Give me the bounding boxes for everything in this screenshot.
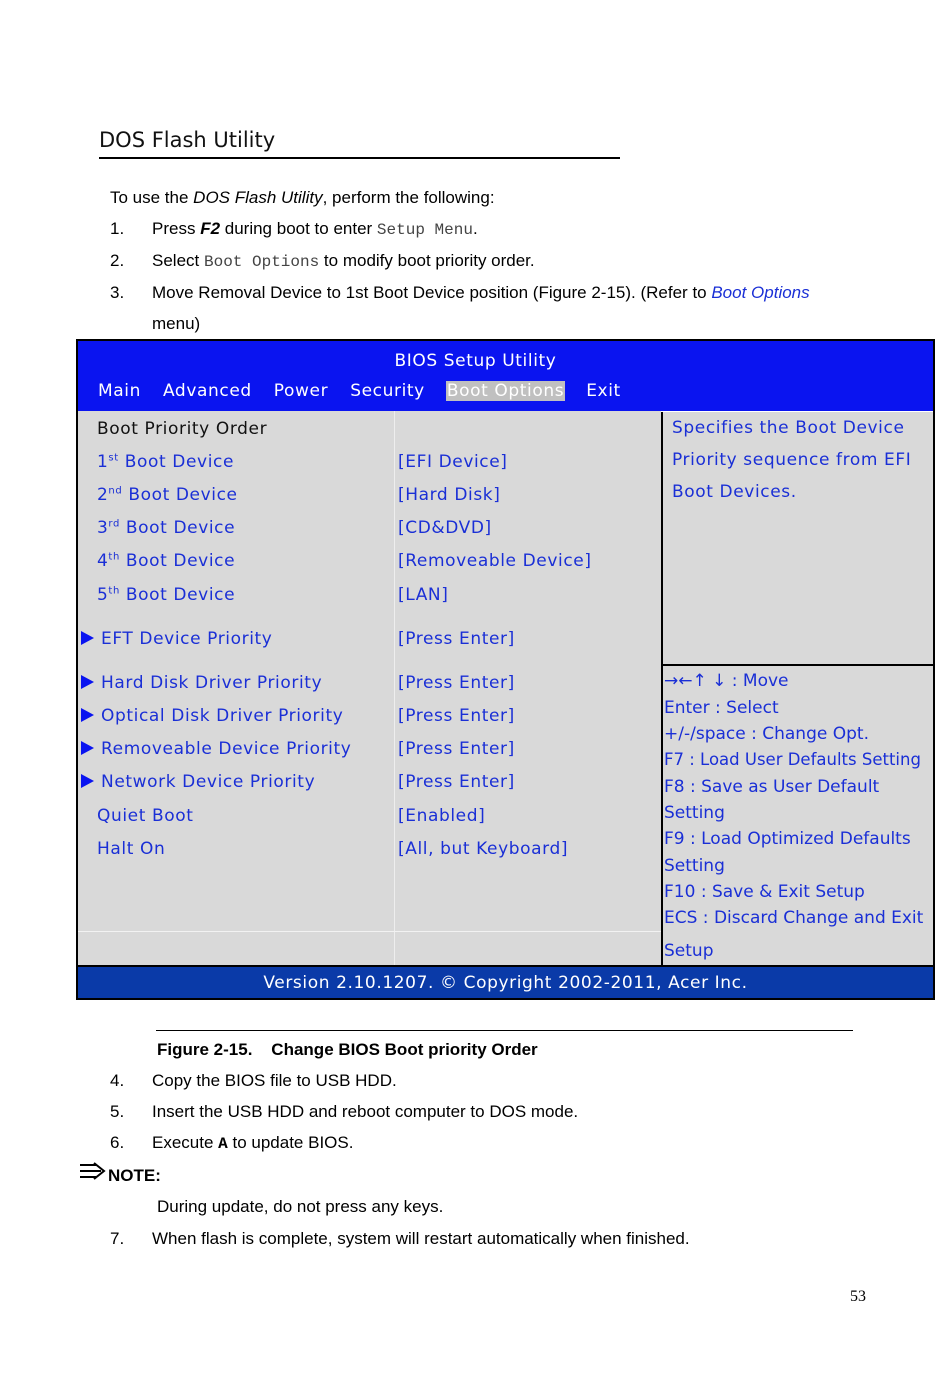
step-text: When flash is complete, system will restart automatically when finished. — [152, 1229, 690, 1248]
step-key: F2 — [200, 219, 221, 238]
step-number: 4. — [110, 1071, 125, 1090]
step-6 — [110, 1133, 353, 1154]
boot-priority-heading: Boot Priority Order — [97, 419, 268, 439]
submenu-network-device-priority[interactable]: Network Device Priority — [81, 772, 315, 792]
panel-divider — [78, 931, 661, 932]
column-divider — [394, 411, 395, 965]
intro-text-before: To use the — [110, 188, 194, 207]
boot-device-3-value[interactable]: [CD&DVD] — [398, 518, 492, 538]
section-heading: DOS Flash Utility — [99, 128, 276, 152]
submenu-removeable-value[interactable]: [Press Enter] — [398, 739, 515, 759]
bios-menu-bar — [97, 381, 636, 401]
step-text: Copy the BIOS file to USB HDD. — [152, 1071, 397, 1090]
key-hint-f10: F10 : Save & Exit Setup — [664, 882, 865, 902]
bios-footer — [78, 965, 933, 998]
step-5 — [110, 1102, 578, 1122]
key-hint-ecs-cont: Setup — [664, 941, 714, 961]
submenu-arrow-icon — [81, 708, 94, 722]
boot-device-5-value[interactable]: [LAN] — [398, 585, 449, 605]
step-number: 6. — [110, 1133, 125, 1152]
halt-on-label[interactable]: Halt On — [97, 839, 166, 859]
boot-device-1-value[interactable]: [EFI Device] — [398, 452, 508, 472]
note-label: NOTE: — [108, 1166, 161, 1185]
key-hint-f8-cont: Setting — [664, 803, 725, 823]
step-text: Press — [152, 219, 201, 238]
menu-advanced[interactable]: Advanced — [163, 381, 252, 401]
boot-device-4-label[interactable]: 4th Boot Device — [97, 551, 236, 571]
help-line-2: Priority sequence from EFI — [672, 450, 912, 470]
submenu-optical-disk-value[interactable]: [Press Enter] — [398, 706, 515, 726]
step-text: during boot to enter — [220, 219, 377, 238]
bios-version: Version 2.10.1207. © Copyright 2002-2011, Acer Inc. — [263, 973, 748, 993]
step-text: to update BIOS. — [227, 1133, 354, 1152]
boot-device-3-label[interactable]: 3rd Boot Device — [97, 518, 236, 538]
key-hint-select: Enter : Select — [664, 698, 779, 718]
submenu-eft-value[interactable]: [Press Enter] — [398, 629, 515, 649]
boot-device-5-label[interactable]: 5th Boot Device — [97, 585, 236, 605]
submenu-arrow-icon — [81, 631, 94, 645]
menu-security[interactable]: Security — [350, 381, 425, 401]
bios-screen — [76, 339, 935, 1000]
boot-device-1-label[interactable]: 1st Boot Device — [97, 452, 235, 472]
step-number: 1. — [110, 219, 125, 238]
page-number: 53 — [850, 1288, 866, 1305]
submenu-eft-device-priority[interactable]: EFT Device Priority — [81, 629, 272, 649]
boot-device-2-value[interactable]: [Hard Disk] — [398, 485, 501, 505]
step-mono: Setup Menu — [376, 221, 473, 239]
heading-underline — [99, 157, 620, 159]
step-7 — [110, 1229, 690, 1249]
menu-exit[interactable]: Exit — [586, 381, 621, 401]
bios-title: BIOS Setup Utility — [394, 351, 557, 371]
note-icon — [79, 1162, 106, 1185]
submenu-hard-disk-priority[interactable]: Hard Disk Driver Priority — [81, 673, 322, 693]
step-text: Insert the USB HDD and reboot computer to DOS mode. — [152, 1102, 579, 1121]
submenu-removeable-device-priority[interactable]: Removeable Device Priority — [81, 739, 351, 759]
menu-main[interactable]: Main — [98, 381, 141, 401]
intro-paragraph — [110, 188, 495, 208]
key-hint-f8: F8 : Save as User Default — [664, 777, 880, 797]
step-number: 7. — [110, 1229, 125, 1248]
submenu-arrow-icon — [81, 774, 94, 788]
intro-italic: DOS Flash Utility — [193, 188, 323, 207]
step-3-continuation: menu) — [152, 314, 201, 333]
step-number: 3. — [110, 283, 125, 302]
step-text: . — [472, 219, 478, 238]
help-line-3: Boot Devices. — [672, 482, 797, 502]
key-hint-ecs: ECS : Discard Change and Exit — [664, 908, 924, 928]
step-text: Execute — [152, 1133, 219, 1152]
step-number: 2. — [110, 251, 125, 270]
submenu-hard-disk-value[interactable]: [Press Enter] — [398, 673, 515, 693]
help-divider — [661, 664, 933, 666]
step-text: Move Removal Device to 1st Boot Device position (Figure 2-15). (Refer to — [152, 283, 712, 302]
step-3 — [110, 283, 810, 303]
key-hint-change-opt: +/-/space : Change Opt. — [664, 724, 869, 744]
step-mono: A — [218, 1135, 228, 1153]
step-text: to modify boot priority order. — [319, 251, 535, 270]
submenu-optical-disk-priority[interactable]: Optical Disk Driver Priority — [81, 706, 343, 726]
key-hint-f7: F7 : Load User Defaults Setting — [664, 750, 921, 769]
intro-text-after: , perform the following: — [322, 188, 495, 207]
key-hint-move: →←↑ ↓ : Move — [664, 671, 789, 691]
step-1 — [110, 219, 478, 240]
quiet-boot-label[interactable]: Quiet Boot — [97, 806, 194, 826]
menu-boot-options[interactable]: Boot Options — [446, 381, 565, 401]
boot-device-2-label[interactable]: 2nd Boot Device — [97, 485, 238, 505]
help-line-1: Specifies the Boot Device — [672, 418, 905, 438]
note-text: During update, do not press any keys. — [157, 1197, 444, 1216]
step-mono: Boot Options — [203, 253, 320, 271]
figure-rule — [156, 1030, 853, 1031]
boot-device-4-value[interactable]: [Removeable Device] — [398, 551, 592, 571]
boot-options-link[interactable]: Boot Options — [711, 283, 810, 302]
key-hint-f9: F9 : Load Optimized Defaults — [664, 829, 911, 849]
step-2 — [110, 251, 535, 272]
submenu-arrow-icon — [81, 741, 94, 755]
menu-power[interactable]: Power — [273, 381, 329, 401]
bios-header — [78, 341, 933, 411]
step-text: Select — [152, 251, 204, 270]
step-number: 5. — [110, 1102, 125, 1121]
quiet-boot-value[interactable]: [Enabled] — [398, 806, 486, 826]
figure-caption: Figure 2-15. Change BIOS Boot priority Order — [157, 1040, 538, 1059]
submenu-arrow-icon — [81, 675, 94, 689]
halt-on-value[interactable]: [All, but Keyboard] — [398, 839, 569, 859]
submenu-network-value[interactable]: [Press Enter] — [398, 772, 515, 792]
step-4 — [110, 1071, 397, 1091]
key-hint-f9-cont: Setting — [664, 856, 725, 876]
